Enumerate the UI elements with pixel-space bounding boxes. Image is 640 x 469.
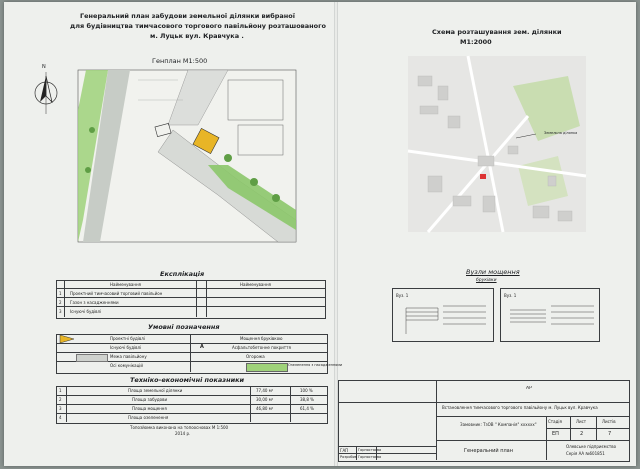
explication-row-name: Газон з насадженнями bbox=[70, 300, 119, 305]
legend-item: Межа павільйону bbox=[110, 354, 147, 359]
paving-subtitle: бруківки bbox=[476, 278, 497, 283]
explication-header-name: Найменування bbox=[110, 282, 141, 287]
tech-row-name: Площа озеленення bbox=[128, 415, 169, 420]
legend-proposed-swatch bbox=[60, 335, 74, 343]
tech-title: Техніко-економічні показники bbox=[130, 376, 245, 384]
tech-row-value: 77,40 м² bbox=[256, 388, 274, 393]
stamp-sheets: 7 bbox=[608, 431, 612, 437]
tech-row-value: 30,00 м² bbox=[256, 397, 274, 402]
legend-item: Осі комунікацій bbox=[110, 363, 144, 368]
site-plan-map bbox=[78, 70, 296, 242]
tech-row-percent: 100 % bbox=[300, 388, 313, 393]
location-map bbox=[408, 56, 586, 232]
tech-row-n: 3 bbox=[59, 406, 62, 411]
tech-row-name: Площа мощення bbox=[132, 406, 167, 411]
stamp-description: Встановлення тимчасового торгового павільйону м. Луцьк вул. Кравчука bbox=[442, 405, 598, 410]
north-arrow-icon bbox=[26, 68, 66, 118]
tech-note-1: Топозйомка виконана на топоосновах М 1:500 bbox=[130, 425, 229, 430]
legend-item: Існуючі будівлі bbox=[110, 345, 142, 350]
tech-row-n: 2 bbox=[59, 397, 62, 402]
title-line-1: Генеральний план забудови земельної ділянки вибраної bbox=[80, 12, 295, 20]
legend-item: Озеленення з насадженнями bbox=[288, 363, 343, 367]
tech-row-percent: 61,4 % bbox=[300, 406, 314, 411]
stamp-sheet-header: Лист bbox=[576, 419, 587, 424]
location-map-label: Земельна ділянка bbox=[544, 131, 578, 135]
tech-row-n: 4 bbox=[59, 415, 62, 420]
legend-item: Асфальтобетонне покриття bbox=[232, 345, 291, 350]
stamp-license: Серія АА №601851 bbox=[566, 451, 605, 456]
stamp-code: АР bbox=[526, 386, 532, 391]
stamp-stage-header: Стадія bbox=[548, 419, 562, 424]
tech-row-value: 46,80 м² bbox=[256, 406, 274, 411]
stamp-person: Горностаєва bbox=[358, 448, 382, 452]
stamp-sheet: 2 bbox=[580, 431, 584, 437]
tech-table bbox=[56, 386, 328, 424]
legend-item: Проектні будівлі bbox=[110, 336, 145, 341]
tech-row-n: 1 bbox=[59, 388, 62, 393]
paving-detail-label: Вуз. 1 bbox=[504, 293, 517, 298]
explication-row-n: 2 bbox=[59, 300, 62, 305]
stamp-role: Розробив bbox=[340, 455, 357, 459]
tech-row-name: Площа земельної ділянки bbox=[128, 388, 183, 393]
legend-green-swatch bbox=[246, 363, 288, 372]
legend-title: Умовні позначення bbox=[148, 323, 220, 331]
stamp-role: ГАП bbox=[340, 448, 349, 453]
legend-symbol: A bbox=[200, 344, 204, 350]
stamp-stage: ЕП bbox=[552, 431, 559, 437]
stamp-sheets-header: Листів bbox=[602, 419, 616, 424]
tech-row-percent: 38,8 % bbox=[300, 397, 314, 402]
explication-row-n: 1 bbox=[59, 291, 62, 296]
paving-title: Вузли мощення bbox=[466, 268, 520, 276]
title-line-2: для будівництва тимчасового торгового павільйону розташованого bbox=[70, 22, 326, 30]
legend-boundary-swatch bbox=[76, 354, 108, 362]
location-title: Схема розташування зем. ділянки bbox=[432, 28, 562, 36]
legend-item: Огорожа bbox=[246, 354, 265, 359]
paving-detail-label: Вуз. 1 bbox=[396, 293, 409, 298]
tech-note-2: 2014 р. bbox=[175, 431, 191, 436]
stamp-org: Олевське підприємство bbox=[566, 444, 617, 449]
explication-row-n: 3 bbox=[59, 309, 62, 314]
explication-header-name-2: Найменування bbox=[240, 282, 271, 287]
explication-row-name: Проектний тимчасовий торговий павільйон bbox=[70, 291, 163, 296]
genplan-label: Генплан М1:500 bbox=[152, 57, 208, 65]
paving-section-2 bbox=[506, 300, 596, 336]
explication-title: Експлікація bbox=[160, 270, 205, 278]
north-label: N bbox=[42, 64, 46, 70]
stamp-sheet-name: Генеральний план bbox=[464, 448, 514, 454]
explication-row-name: Існуючі будівлі bbox=[70, 309, 102, 314]
paving-section-1 bbox=[398, 300, 488, 336]
legend-item: Мощення бруківкою bbox=[240, 336, 283, 341]
location-scale: М1:2000 bbox=[460, 38, 492, 46]
title-line-3: м. Луцьк вул. Кравчука . bbox=[150, 32, 244, 40]
stamp-person: Горностаєва bbox=[358, 455, 382, 459]
stamp-client: Замовник: ТзОВ " Компанія" хххххх" bbox=[460, 422, 537, 427]
tech-row-name: Площа забудови bbox=[132, 397, 168, 402]
